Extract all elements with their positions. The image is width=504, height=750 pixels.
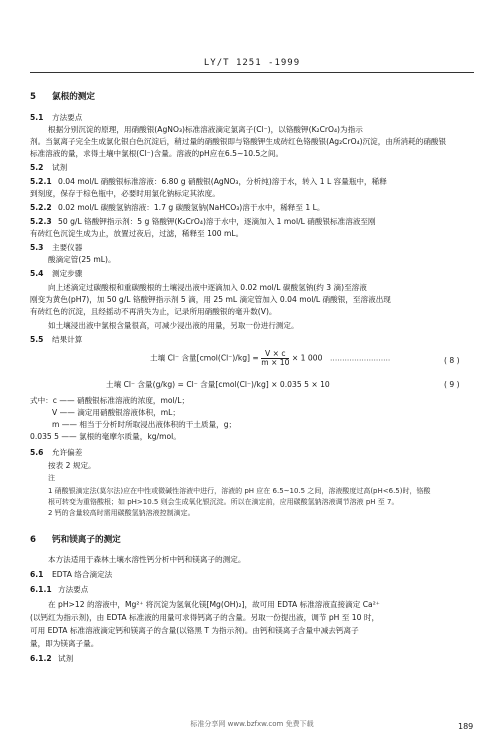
formula-9: 土壤 Cl⁻ 含量(g/kg) = Cl⁻ 含量[cmol(Cl⁻)/kg] × 0.035 5 × 10 — [106, 380, 330, 389]
page-number: 189 — [458, 722, 474, 731]
paragraph-line: 量，即为镁离子量。 — [30, 639, 99, 648]
paragraph-line: 在 pH>12 的溶液中，Mg²⁺ 将沉淀为氢氧化镁[Mg(OH)₂]，故可用 EDTA 标准溶液直接滴定 Ca²⁺ — [48, 600, 380, 609]
paragraph-line: 到刻度，保存于棕色瓶中，必要时用氯化钠标定其浓度。 — [30, 189, 220, 198]
paragraph-line: 根据分别沉淀的原理，用硝酸银(AgNO₃)标准溶液滴定氯离子(Cl⁻)，以铬酸钾(K₂CrO₄)为指示 — [48, 125, 363, 134]
reagent-5-2-2: 5.2.2 0.02 mol/L 碳酸氢钠溶液：1.7 g 碳酸氢钠(NaHCO₃)溶于水中，稀释至 1 L。 — [30, 203, 325, 212]
section-6-1-1-heading: 6.1.1 方法要点 — [30, 585, 89, 594]
section-5-2-heading: 5.2 试剂 — [30, 163, 68, 172]
section-5-4-heading: 5.4 测定步骤 — [30, 269, 83, 278]
equation-number-8: ( 8 ) — [444, 356, 460, 365]
paragraph-line: 按表 2 规定。 — [48, 461, 96, 470]
formula-dots: ························· — [330, 356, 391, 365]
paragraph-line: 有砖红色沉淀生成为止，放置过夜后，过滤，稀释至 100 mL。 — [30, 229, 244, 238]
paragraph-line: 如土壤浸出液中氯根含量很高，可减少浸出液的用量，另取一份进行测定。 — [48, 321, 299, 330]
paragraph-line: 酸滴定管(25 mL)。 — [48, 255, 116, 264]
variable-definition: V —— 滴定用硝酸银溶液体积，mL； — [52, 408, 180, 417]
section-5-1-heading: 5.1 方法要点 — [30, 113, 83, 122]
section-6-heading: 6 钙和镁离子的测定 — [30, 535, 121, 545]
paragraph-line: 向上述滴定过碳酸根和重碳酸根的土壤浸出液中逐滴加入 0.02 mol/L 碳酸氢钠(约 3 滴)至溶液 — [48, 283, 367, 292]
watermark-footer: 标准分享网 www.bzfxw.com 免费下载 — [190, 720, 314, 728]
section-6-1-2-heading: 6.1.2 试剂 — [30, 654, 74, 663]
header-rule — [30, 72, 474, 73]
note-label: 注 — [48, 474, 55, 482]
reagent-5-2-1: 5.2.1 0.04 mol/L 硝酸银标准溶液：6.80 g 硝酸银(AgNO₃，分析纯)溶于水，转入 1 L 容量瓶中，稀释 — [30, 177, 387, 186]
variable-definition: 式中：c —— 硝酸银标准溶液的浓度，mol/L； — [30, 396, 190, 405]
paragraph-line: 本方法适用于森林土壤水溶性钙分析中钙和镁离子的测定。 — [48, 555, 246, 564]
note-line: 根可转变为重铬酸根；如 pH>10.5 则会生成氧化银沉淀。所以在滴定前，应用碳酸氢钠溶液调节溶液 pH 至 7。 — [48, 498, 399, 506]
section-5-6-heading: 5.6 允许偏差 — [30, 448, 83, 457]
paragraph-line: (以钙红为指示剂)，由 EDTA 标准液的用量可求得钙离子的含量。另取一份提出液，调节 pH 至 10 时， — [30, 613, 380, 622]
paragraph-line: 剂。当氯离子完全生成氯化银白色沉淀后，稍过量的硝酸银即与铬酸钾生成砖红色铬酸银(Ag₂CrO₄)沉淀，由所消耗的硝酸银 — [30, 137, 447, 146]
note-line: 2 钙的含量较高时需用碳酸氢钠溶液控制滴定。 — [48, 509, 195, 517]
section-5-5-heading: 5.5 结果计算 — [30, 335, 83, 344]
note-line: 1 硝酸银滴定法(莫尔法)应在中性或微碱性溶液中进行，溶液的 pH 应在 6.5~10.5 之间，溶液酸度过高(pH<6.5)时，铬酸 — [48, 487, 431, 495]
section-5-3-heading: 5.3 主要仪器 — [30, 243, 83, 252]
equation-number-9: ( 9 ) — [444, 380, 460, 389]
paragraph-line: 有砖红色的沉淀，且经摇动不再消失为止，记录所用硝酸银的毫升数(V)。 — [30, 307, 277, 316]
section-6-1-heading: 6.1 EDTA 络合滴定法 — [30, 570, 113, 579]
standard-code-header: LY/T 1251 -1999 — [203, 58, 301, 68]
paragraph-line: 标准溶液的量，求得土壤中氯根(Cl⁻)含量。溶液的pH应在6.5~10.5之间。 — [30, 149, 284, 158]
formula-fraction: $\frac{V \times c}{m \times 10}$ — [261, 349, 290, 367]
reagent-5-2-3: 5.2.3 50 g/L 铬酸钾指示剂：5 g 铬酸钾(K₂CrO₄)溶于水中，逐滴加入 1 mol/L 硝酸银标准溶液至刚 — [30, 217, 376, 226]
variable-definition: m —— 相当于分析时所取浸出液体积的干土质量，g； — [52, 420, 237, 429]
paragraph-line: 可用 EDTA 标准溶液滴定钙和镁离子的含量(以铬黑 T 为指示剂)。由钙和镁离子含量中减去钙离子 — [30, 626, 359, 635]
section-5-heading: 5 氯根的测定 — [30, 92, 95, 102]
variable-definition: 0.035 5 —— 氯根的毫摩尔质量，kg/mol。 — [30, 432, 181, 441]
formula-8: 土壤 Cl⁻ 含量[cmol(Cl⁻)/kg] = $\frac{V \times c}{m \times 10}$ × 1 000 — [150, 349, 323, 367]
paragraph-line: 刚变为黄色(pH7)，加 50 g/L 铬酸钾指示剂 5 滴，用 25 mL 滴定管加入 0.04 mol/L 硝酸银，至溶液出现 — [30, 295, 391, 304]
